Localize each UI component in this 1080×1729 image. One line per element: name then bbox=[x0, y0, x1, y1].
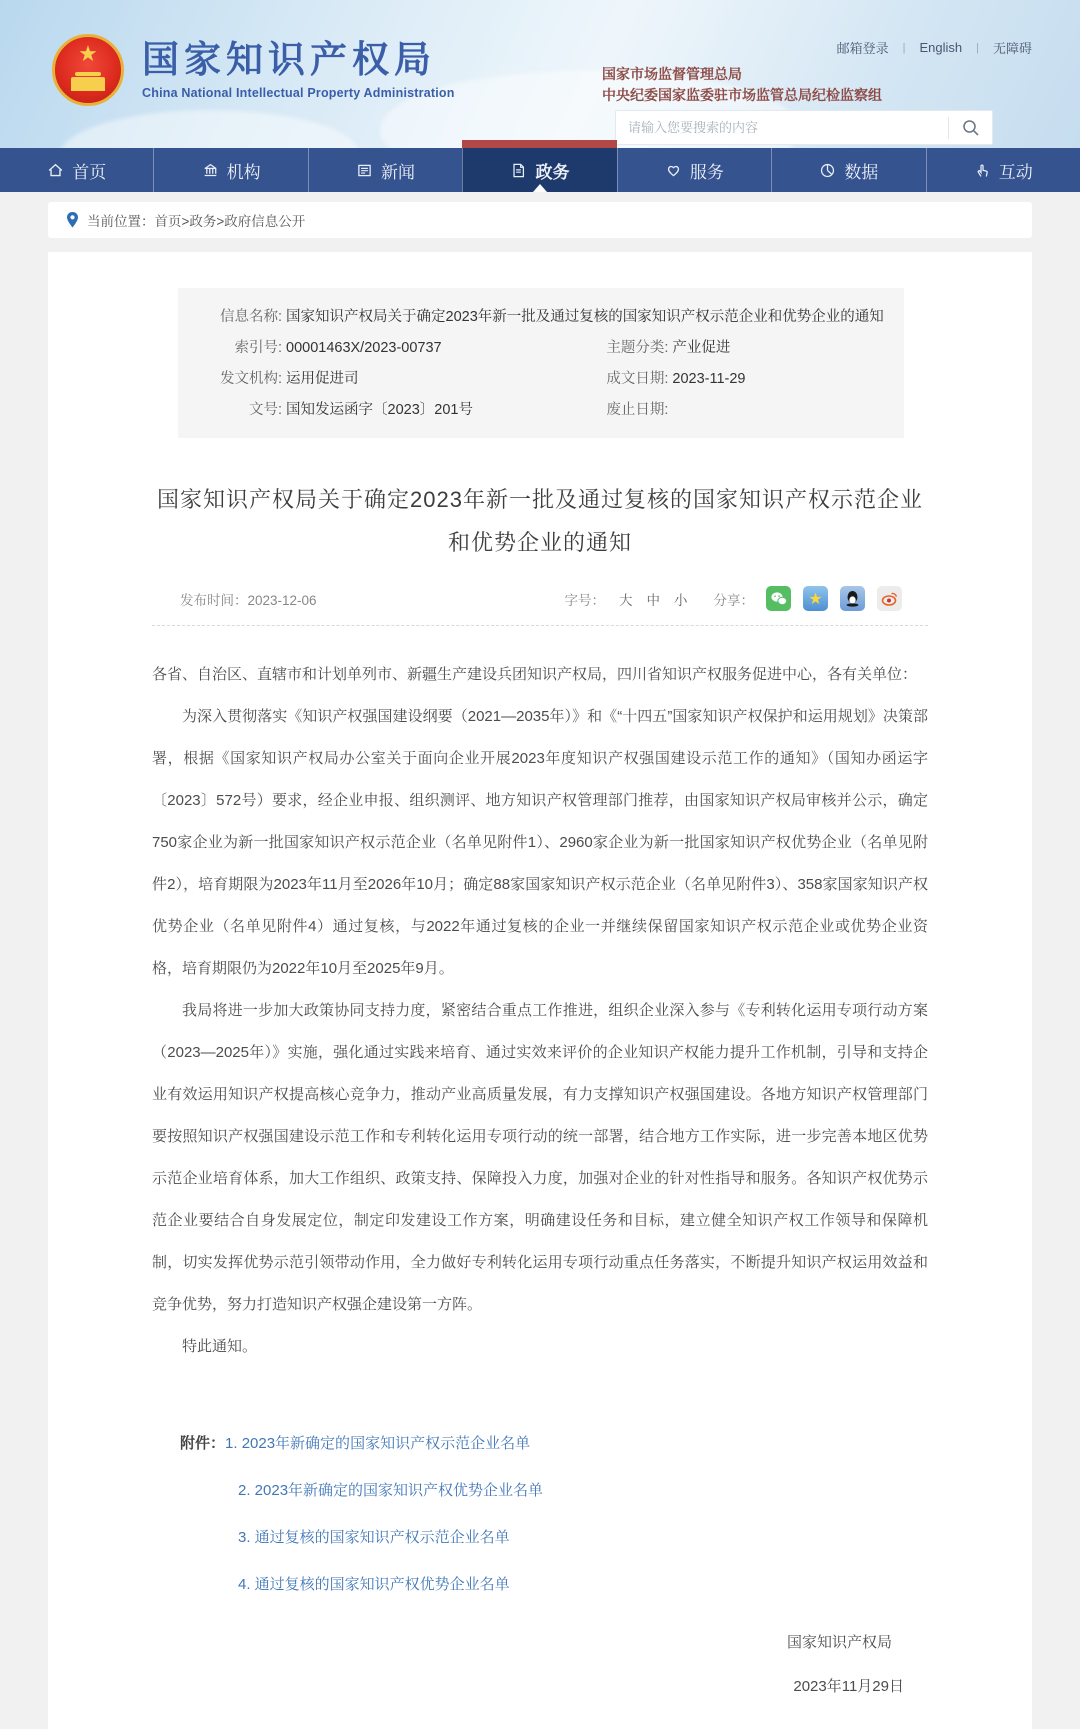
info-topic-label: 主题分类: bbox=[606, 340, 669, 356]
paragraph-notice-close: 特此通知。 bbox=[182, 1338, 258, 1355]
institution-icon bbox=[202, 162, 219, 179]
weibo-share-icon[interactable] bbox=[877, 586, 902, 611]
nav-item-label: 机构 bbox=[226, 162, 261, 182]
info-issuer-label: 发文机构: bbox=[219, 371, 282, 387]
info-name-label: 信息名称: bbox=[219, 309, 282, 325]
agency-logo bbox=[52, 34, 455, 106]
nav-item-label: 新闻 bbox=[381, 162, 416, 182]
article-body bbox=[152, 654, 928, 1368]
article-container bbox=[48, 252, 1032, 1729]
mail-login-link[interactable]: 邮箱登录 bbox=[836, 41, 889, 56]
qzone-share-icon[interactable]: ★ bbox=[803, 586, 828, 611]
breadcrumb-prefix: 当前位置： bbox=[87, 214, 155, 229]
nav-item-institution[interactable] bbox=[153, 148, 307, 192]
breadcrumb-path[interactable]: 首页>政务>政府信息公开 bbox=[154, 214, 306, 229]
interaction-hand-icon bbox=[974, 162, 991, 179]
main-navigation bbox=[0, 148, 1080, 192]
agency-name-en: China National Intellectual Property Administration bbox=[142, 86, 455, 100]
nav-item-service[interactable] bbox=[617, 148, 771, 192]
info-row-index bbox=[196, 333, 886, 364]
signature-organization: 国家知识产权局 bbox=[786, 1634, 892, 1651]
article-title-line1: 国家知识产权局关于确定2023年新一批及通过复核的国家知识产权示范企业 bbox=[157, 487, 923, 512]
attachment-link-4[interactable]: 4. 通过复核的国家知识产权优势企业名单 bbox=[238, 1576, 510, 1593]
top-utility-links bbox=[632, 38, 1032, 57]
nav-item-government-affairs[interactable] bbox=[462, 148, 616, 192]
search-button[interactable] bbox=[948, 117, 992, 139]
supervisor-agencies bbox=[602, 64, 1032, 106]
font-size-label: 字号： bbox=[564, 592, 605, 608]
info-index-value: 00001463X/2023-00737 bbox=[286, 340, 442, 356]
info-row-docno bbox=[196, 395, 886, 426]
nav-item-interaction[interactable] bbox=[926, 148, 1080, 192]
info-index-label: 索引号: bbox=[234, 340, 282, 356]
info-row-name bbox=[196, 302, 886, 333]
government-affairs-icon bbox=[510, 162, 527, 179]
share-label: 分享： bbox=[713, 592, 754, 608]
cloud-decoration bbox=[60, 110, 360, 148]
info-row-issuer bbox=[196, 364, 886, 395]
nav-item-label: 服务 bbox=[689, 162, 724, 182]
article-title bbox=[48, 478, 1032, 564]
nav-item-label: 首页 bbox=[72, 162, 107, 182]
nav-item-label: 政务 bbox=[535, 162, 570, 182]
article-title-line2: 和优势企业的通知 bbox=[447, 530, 632, 555]
font-size-large-button[interactable]: 大 bbox=[619, 592, 633, 608]
supervisor-line-1: 国家市场监督管理总局 bbox=[602, 66, 742, 82]
nav-item-label: 互动 bbox=[998, 162, 1033, 182]
home-icon bbox=[47, 162, 64, 179]
document-info-table bbox=[178, 288, 904, 438]
national-emblem-icon: ★ bbox=[52, 34, 124, 106]
wechat-share-icon[interactable] bbox=[766, 586, 791, 611]
nav-item-home[interactable] bbox=[0, 148, 153, 192]
link-divider: | bbox=[976, 41, 979, 54]
attachments-list bbox=[180, 1432, 928, 1597]
info-repeal-label: 废止日期: bbox=[606, 402, 669, 418]
article-meta-row bbox=[180, 586, 902, 611]
share-control bbox=[714, 586, 903, 611]
nav-item-news[interactable] bbox=[308, 148, 462, 192]
paragraph-main-1: 为深入贯彻落实《知识产权强国建设纲要（2021—2035年）》和《“十四五”国家知识产权保护和运用规划》决策部署，根据《国家知识产权局办公室关于面向企业开展2023年度知识产权强国建设示范工作的通知》（国知办函运字〔2023〕572号）要求，经企业申报、组织测评、地方知识产权管理部门推荐，由国家知识产权局审核并公示，确定750家企业为新一批国家知识产权示范企业（名单见附件1）、2960家企业为新一批国家知识产权优势企业（名单见附件2），培育期限为2023年11月至2026年10月；确定88家国家知识产权示范企业（名单见附件3）、358家国家知识产权优势企业（名单见附件4）通过复核，与2022年通过复核的企业一并继续保留国家知识产权示范企业或优势企业资格，培育期限仍为2022年10月至2025年9月。 bbox=[152, 708, 928, 977]
qq-share-icon[interactable] bbox=[840, 586, 865, 611]
data-icon bbox=[819, 162, 836, 179]
info-docno-value: 国知发运函字〔2023〕201号 bbox=[286, 402, 473, 418]
signature-date: 2023年11月29日 bbox=[793, 1678, 904, 1695]
news-icon bbox=[356, 162, 373, 179]
attachment-row-3 bbox=[180, 1526, 928, 1550]
attachment-row-4 bbox=[180, 1573, 928, 1597]
search-input[interactable] bbox=[616, 111, 948, 144]
english-link[interactable]: English bbox=[919, 40, 963, 55]
attachment-link-3[interactable]: 3. 通过复核的国家知识产权示范企业名单 bbox=[238, 1529, 510, 1546]
info-name-value: 国家知识产权局关于确定2023年新一批及通过复核的国家知识产权示范企业和优势企业的通知 bbox=[286, 309, 884, 325]
service-icon bbox=[665, 162, 682, 179]
attachment-row-2 bbox=[180, 1479, 928, 1503]
accessibility-link[interactable]: 无障碍 bbox=[992, 41, 1032, 56]
paragraph-salutation: 各省、自治区、直辖市和计划单列市、新疆生产建设兵团知识产权局，四川省知识产权服务促进中心，各有关单位： bbox=[152, 666, 918, 683]
info-date-value: 2023-11-29 bbox=[672, 371, 746, 387]
attachment-link-1[interactable]: 1. 2023年新确定的国家知识产权示范企业名单 bbox=[225, 1435, 531, 1452]
supervisor-line-2: 中央纪委国家监委驻市场监管总局纪检监察组 bbox=[602, 87, 882, 103]
font-size-medium-button[interactable]: 中 bbox=[646, 592, 660, 608]
location-pin-icon bbox=[66, 212, 79, 228]
site-search bbox=[615, 110, 993, 145]
attachment-row-1 bbox=[180, 1432, 928, 1456]
link-divider: | bbox=[902, 41, 906, 54]
font-size-control bbox=[565, 589, 688, 609]
attachments-label: 附件： bbox=[180, 1435, 226, 1452]
search-icon bbox=[962, 119, 980, 137]
attachment-link-2[interactable]: 2. 2023年新确定的国家知识产权优势企业名单 bbox=[238, 1482, 544, 1499]
paragraph-main-2: 我局将进一步加大政策协同支持力度，紧密结合重点工作推进，组织企业深入参与《专利转化运用专项行动方案（2023—2025年）》实施，强化通过实践来培育、通过实效来评价的企业知识产权能力提升工作机制，引导和支持企业有效运用知识产权提高核心竞争力，推动产业高质量发展，有力支撑知识产权强国建设。各地方知识产权管理部门要按照知识产权强国建设示范工作和专利转化运用专项行动的统一部署，结合地方工作实际，进一步完善本地区优势示范企业培育体系，加大工作组织、政策支持、保障投入力度，加强对企业的针对性指导和服务。各知识产权优势示范企业要结合自身发展定位，制定印发建设工作方案，明确建设任务和目标，建立健全知识产权工作领导和保障机制，切实发挥优势示范引领带动作用，全力做好专利转化运用专项行动重点任务落实，不断提升知识产权运用效益和竞争优势，努力打造知识产权强企建设第一方阵。 bbox=[152, 1002, 928, 1313]
publish-time: 发布时间：2023-12-06 bbox=[180, 592, 317, 608]
info-docno-label: 文号: bbox=[248, 402, 282, 418]
info-date-label: 成文日期: bbox=[606, 371, 669, 387]
font-size-small-button[interactable]: 小 bbox=[674, 592, 688, 608]
nav-item-data[interactable] bbox=[771, 148, 925, 192]
nav-item-label: 数据 bbox=[844, 162, 879, 182]
meta-divider bbox=[152, 625, 928, 626]
site-header bbox=[0, 0, 1080, 148]
breadcrumb bbox=[48, 202, 1032, 238]
agency-name: 国家知识产权局 bbox=[142, 39, 436, 80]
info-topic-value: 产业促进 bbox=[672, 340, 731, 356]
info-issuer-value: 运用促进司 bbox=[286, 371, 359, 387]
signature-block bbox=[48, 1631, 904, 1699]
